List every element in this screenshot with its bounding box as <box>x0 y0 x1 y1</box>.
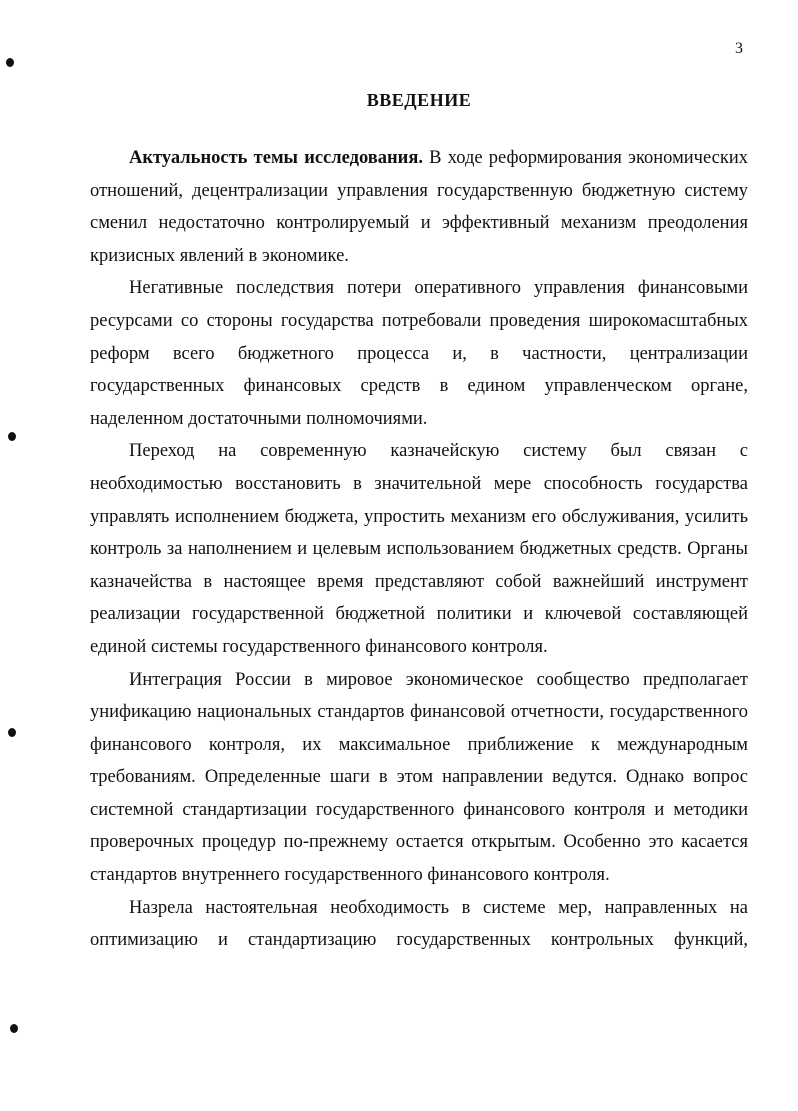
page-number: 3 <box>735 40 743 57</box>
binding-hole-mark <box>10 1024 18 1033</box>
paragraph: Переход на современную казначейскую систему был связан с необходимостью восстановить в значительной мере способность государства управлять исполнением бюджета, упростить механизм его обслуживания, усилить контроль за наполнением и целевым использованием бюджетных средств. Органы казначейства в настоящее время представляют собой важнейший инструмент реализации государственной бюджетной политики и ключевой составляющей единой системы государственного финансового контроля. <box>90 441 748 657</box>
binding-hole-mark <box>8 432 16 441</box>
page-title: ВВЕДЕНИЕ <box>366 90 472 110</box>
paragraph-relevance <box>90 142 748 272</box>
paragraph: Негативные последствия потери оперативного управления финансовыми ресурсами со стороны государства потребовали проведения широкомасштабных реформ всего бюджетного процесса и, в частности, централизации государственных финансовых средств в едином управленческом органе, наделенном достаточными полномочиями. <box>90 278 748 429</box>
paragraph-lead: Актуальность темы исследования. <box>129 148 423 168</box>
binding-hole-mark <box>8 728 16 737</box>
paragraph: Назрела настоятельная необходимость в системе мер, направленных на оптимизацию и стандартизацию государственных контрольных функций, <box>90 897 748 951</box>
binding-hole-mark <box>6 58 14 67</box>
paragraph-text: В ходе реформирования экономических отношений, децентрализации управления государственную бюджетную систему сменил недостаточно контролируемый и эффективный механизм преодоления кризисных явлений в экономике. <box>90 148 749 266</box>
paragraph: Интеграция России в мировое экономическое сообщество предполагает унификацию национальных стандартов финансовой отчетности, государственного финансового контроля, их максимальное приближение к международным требованиям. Определенные шаги в этом направлении ведутся. Однако вопрос системной стандартизации государственного финансового контроля и методики проверочных процедур по-прежнему остается открытым. Особенно это касается стандартов внутреннего государственного финансового контроля. <box>90 669 748 886</box>
body-text <box>90 142 748 957</box>
